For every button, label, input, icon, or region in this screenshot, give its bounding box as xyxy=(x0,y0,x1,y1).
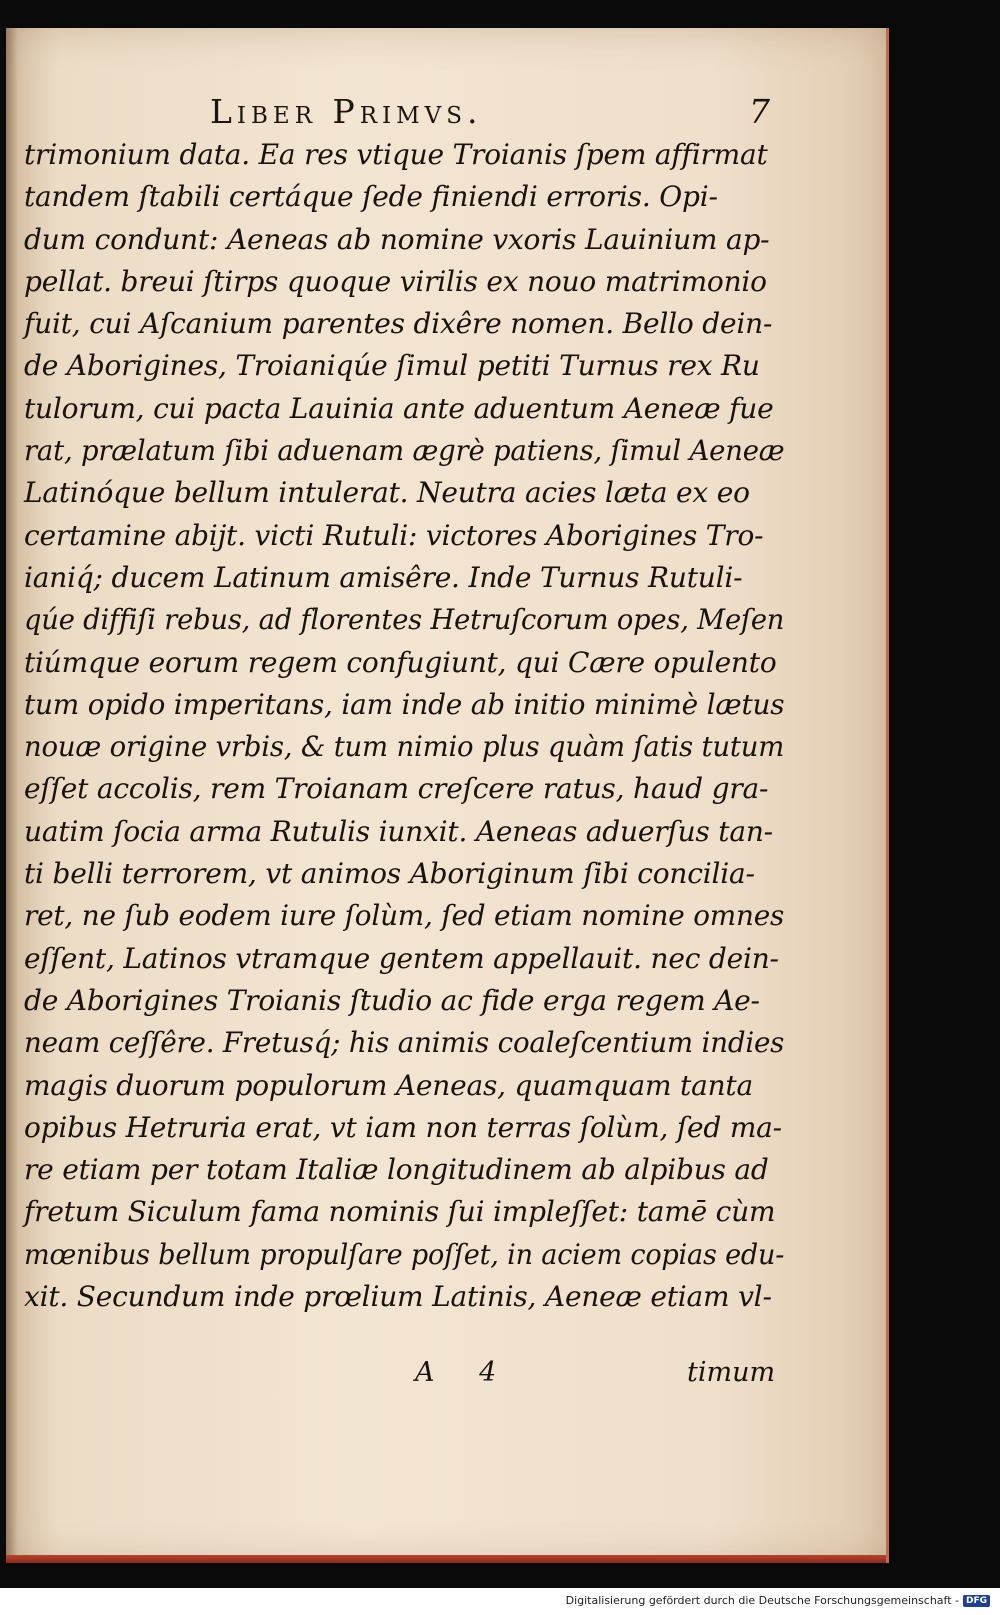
text-line: opibus Hetruria erat, vt iam non terras ſolùm, ſed ma- xyxy=(24,1110,782,1144)
text-line: tandem ſtabili certáque ſede finiendi erroris. Opi- xyxy=(24,180,718,214)
signature-mark: A 4 xyxy=(415,1357,515,1388)
body-text xyxy=(24,134,784,1318)
text-line: uatim ſocia arma Rutulis iunxit. Aeneas aduerſus tan- xyxy=(24,814,773,848)
text-line: eſſent, Latinos vtramque gentem appellauit. nec dein- xyxy=(24,941,779,975)
text-line: nouæ origine vrbis, & tum nimio plus quàm ſatis tutum xyxy=(24,730,785,764)
dfg-logo: DFG xyxy=(963,1595,990,1607)
page-bottom-edge xyxy=(6,1555,886,1563)
text-line: tum opido imperitans, iam inde ab initio minimè lætus xyxy=(24,687,785,721)
text-line: certamine abijt. victi Rutuli: victores Aborigines Tro- xyxy=(24,518,764,552)
gutter-shadow xyxy=(6,28,18,1563)
text-line: trimonium data. Ea res vtique Troianis ſpem affirmat xyxy=(24,138,768,171)
page-footer xyxy=(395,1357,795,1397)
credit-text: Digitalisierung gefördert durch die Deutsche Forschungsgemeinschaft - xyxy=(565,1594,959,1607)
text-line: de Aborigines Troianis ſtudio ac fide erga regem Ae- xyxy=(24,983,760,1017)
catchword: timum xyxy=(687,1357,776,1388)
text-line: de Aborigines, Troianiqúe ſimul petiti Turnus rex Ru xyxy=(24,349,760,383)
text-line: tiúmque eorum regem confugiunt, qui Cære opulento xyxy=(24,645,777,679)
text-line: Latinóque bellum intulerat. Neutra acies læta ex eo xyxy=(24,476,750,510)
text-line: xit. Secundum inde prœlium Latinis, Aeneæ etiam vl- xyxy=(24,1280,772,1314)
text-line: eſſet accolis, rem Troianam creſcere ratus, haud gra- xyxy=(24,772,769,806)
text-line: fretum Siculum fama nominis ſui impleſſet: tamē cùm xyxy=(24,1195,776,1229)
page-number: 7 xyxy=(749,92,770,131)
text-line: pellat. breui ſtirps quoque virilis ex nouo matrimonio xyxy=(24,264,767,298)
text-line: fuit, cui Aſcanium parentes dixêre nomen. Bello dein- xyxy=(24,307,773,341)
running-head: Liber Primvs. xyxy=(210,92,483,131)
text-line: re etiam per totam Italiæ longitudinem ab alpibus ad xyxy=(24,1153,769,1187)
text-line: tulorum, cui pacta Lauinia ante aduentum Aeneæ fue xyxy=(24,391,774,425)
text-line: dum condunt: Aeneas ab nomine vxoris Lauinium ap- xyxy=(24,222,770,256)
text-line: rat, prælatum ſibi aduenam ægrè patiens, ſimul Aeneæ xyxy=(24,434,785,468)
text-line: magis duorum populorum Aeneas, quamquam tanta xyxy=(24,1068,753,1102)
text-line: qúe diffiſi rebus, ad florentes Hetruſcorum opes, Meſen xyxy=(24,603,785,637)
text-line: ti belli terrorem, vt animos Aboriginum ſibi concilia- xyxy=(24,857,755,891)
text-line: neam ceſſêre. Fretusq́; his animis coaleſcentium indies xyxy=(24,1026,785,1060)
text-line: ianiq́; ducem Latinum amisêre. Inde Turnus Rutuli- xyxy=(24,560,743,594)
digitization-credit xyxy=(566,1594,990,1607)
text-line: mœnibus bellum propulſare poſſet, in aciem copias edu- xyxy=(24,1237,785,1271)
text-line: ret, ne ſub eodem iure ſolùm, ſed etiam nomine omnes xyxy=(24,899,785,933)
